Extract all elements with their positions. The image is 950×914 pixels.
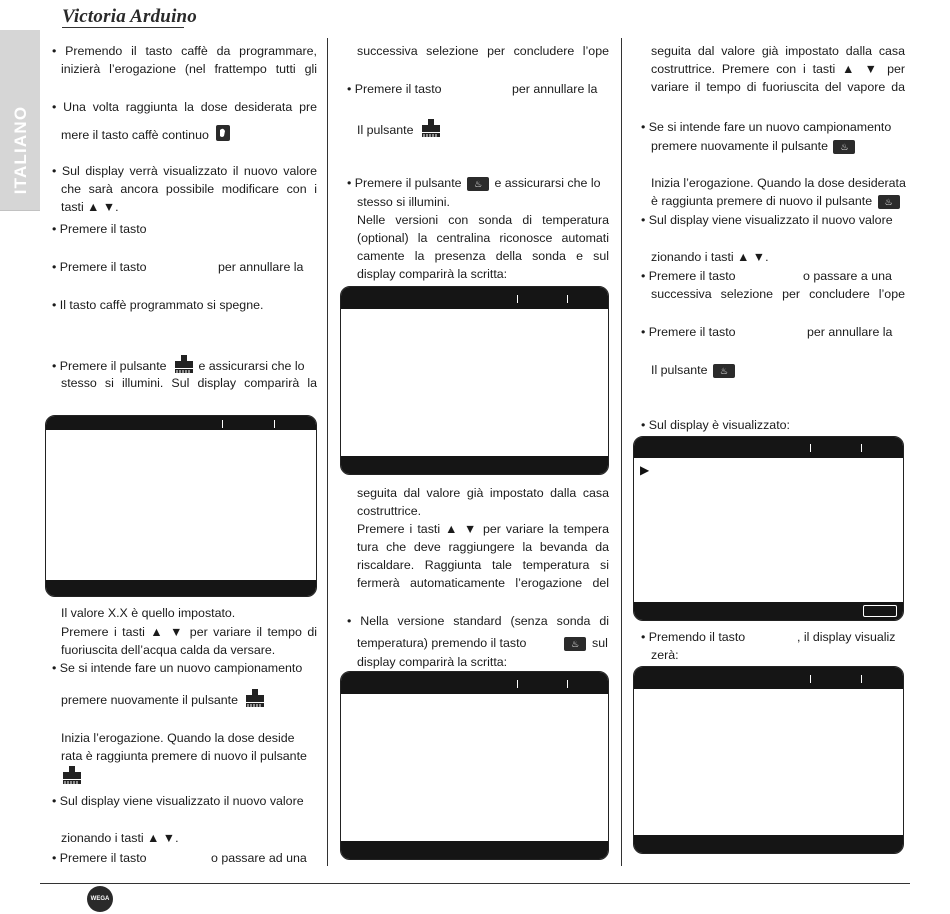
text-line [61, 765, 83, 790]
text-line: • Premere il tasto [641, 325, 736, 339]
text-line: Nelle versioni con sonda di temperatura [357, 213, 609, 227]
text-line [347, 174, 601, 192]
text-span: Il pulsante [357, 122, 414, 137]
text-line: o passare a una [803, 269, 892, 283]
text-line: Premere i tasti ▲ ▼ per variare il tempo di [61, 625, 317, 639]
text-line: display comparirà la scritta: [357, 655, 508, 669]
text-line: • Premere il tasto [52, 851, 147, 865]
text-line: display comparirà la scritta: [357, 267, 508, 281]
text-line: costruttrice. Premere con i tasti ▲ ▼ per [651, 62, 905, 76]
text-line: costruttrice. [357, 504, 422, 518]
text-span: e assicurarsi che lo [494, 176, 601, 190]
text-line: • Sul display viene visualizzato il nuovo valore [52, 794, 304, 808]
text-line: fermerà automaticamente l’erogazione del [357, 576, 609, 590]
display-tick [517, 680, 518, 688]
text-line: sul [592, 636, 608, 650]
text-line: o passare ad una [211, 851, 307, 865]
display-header [634, 437, 903, 458]
column-divider [621, 38, 622, 866]
display-tick [567, 295, 568, 303]
text-line: • Premere il tasto [641, 269, 736, 283]
hot-water-icon [244, 688, 266, 713]
text-line: che sarà ancora possibile modificare con i [61, 182, 317, 196]
steam-icon: ♨ [878, 195, 900, 209]
display-tick [517, 295, 518, 303]
text-line: • Sul display verrà visualizzato il nuovo valore [52, 164, 317, 178]
text-line: • Se si intende fare un nuovo campionamento [641, 120, 892, 134]
text-line: seguita dal valore già impostato dalla casa [651, 44, 905, 58]
text-line [651, 192, 902, 210]
brand-logo: Victoria Arduino [62, 6, 198, 27]
text-span: è raggiunta premere di nuovo il pulsante [651, 194, 873, 208]
coffee-cup-icon [215, 124, 231, 147]
text-span: • Premere il pulsante [347, 176, 462, 190]
text-line: • Una volta raggiunta la dose desiderata pre [52, 100, 317, 114]
hot-water-icon [61, 765, 83, 790]
steam-icon: ♨ [833, 140, 855, 154]
text-line: per annullare la [807, 325, 893, 339]
display-screen [633, 436, 904, 621]
steam-icon: ♨ [467, 177, 489, 191]
display-screen [340, 286, 609, 475]
text-line: Inizia l’erogazione. Quando la dose deside [61, 731, 295, 745]
footer-rule [40, 883, 910, 884]
text-span: e assicurarsi che lo [198, 358, 305, 373]
text-line: • Premendo il tasto caffè da programmare, [52, 44, 317, 58]
steam-icon: ♨ [713, 364, 735, 378]
display-screen [633, 666, 904, 854]
text-line: • Premere il tasto [52, 222, 147, 236]
display-header [46, 416, 316, 430]
text-line: • Premendo il tasto [641, 630, 746, 644]
text-line [651, 137, 857, 155]
text-span: • Premere il pulsante [52, 358, 167, 373]
text-line: zionando i tasti ▲ ▼. [651, 250, 769, 264]
text-line: temperatura) premendo il tasto [357, 636, 527, 650]
text-line: variare il tempo di fuoriuscita del vapore da [651, 80, 905, 94]
text-line: inizierà l’erogazione (nel frattempo tutti gli [61, 62, 317, 76]
text-line: , il display visualiz [797, 630, 896, 644]
text-line: • Premere il tasto [347, 82, 442, 96]
display-tick [274, 420, 275, 428]
display-footer [341, 456, 608, 474]
text-line: tasti ▲ ▼. [61, 200, 119, 214]
text-line: rata è raggiunta premere di nuovo il pulsante [61, 749, 307, 763]
text-line: Premere i tasti ▲ ▼ per variare la tempera [357, 522, 609, 536]
text-line: zionando i tasti ▲ ▼. [61, 831, 179, 845]
steam-icon-inline [562, 634, 588, 652]
text-line [61, 124, 231, 147]
display-softkey [863, 605, 897, 617]
language-tab [0, 30, 40, 211]
display-footer [46, 580, 316, 596]
display-tick [810, 675, 811, 683]
text-line: per annullare la [218, 260, 304, 274]
display-tick [861, 444, 862, 452]
text-line: • Sul display è visualizzato: [641, 418, 790, 432]
text-line: (optional) la centralina riconosce automati [357, 231, 609, 245]
text-line [61, 688, 266, 713]
display-tick [567, 680, 568, 688]
text-line: successiva selezione per concludere l’ope [357, 44, 609, 58]
text-line: per annullare la [512, 82, 598, 96]
text-line [357, 118, 442, 143]
text-line: • Nella versione standard (senza sonda di [347, 614, 609, 628]
display-footer [341, 841, 608, 859]
text-line: • Se si intende fare un nuovo campionamento [52, 661, 303, 675]
display-tick [861, 675, 862, 683]
text-span: premere nuovamente il pulsante [651, 139, 829, 153]
text-line: • Sul display viene visualizzato il nuovo valore [641, 213, 893, 227]
logo-underline [62, 27, 184, 28]
text-line: • Il tasto caffè programmato si spegne. [52, 298, 264, 312]
text-line: stesso si illumini. [357, 195, 450, 209]
display-screen [45, 415, 317, 597]
text-line: fuoriuscita dell’acqua calda da versare. [61, 643, 276, 657]
text-line: riscaldare. Raggiunta tale temperatura si [357, 558, 609, 572]
column-divider [327, 38, 328, 866]
display-tick [222, 420, 223, 428]
text-span: premere nuovamente il pulsante [61, 692, 239, 707]
text-line: zerà: [651, 648, 679, 662]
text-line: seguita dal valore già impostato dalla casa [357, 486, 609, 500]
display-tick [810, 444, 811, 452]
text-span: Il pulsante [651, 363, 708, 377]
text-line: camente la presenza della sonda e sul [357, 249, 609, 263]
language-label: ITALIANO [11, 105, 30, 195]
play-arrow-icon: ▶ [640, 463, 650, 477]
display-screen [340, 671, 609, 860]
text-span: mere il tasto caffè continuo [61, 127, 209, 142]
text-line: • Premere il tasto [52, 260, 147, 274]
text-line: Inizia l’erogazione. Quando la dose desiderata [651, 176, 906, 190]
text-line [651, 361, 737, 379]
text-line: tura che deve raggiungere la bevanda da [357, 540, 609, 554]
text-line: stesso si illumini. Sul display comparirà la [61, 376, 317, 390]
hot-water-icon [420, 118, 442, 143]
display-footer [634, 835, 903, 853]
footer-logo: WEGA [87, 886, 113, 912]
text-line: Il valore X.X è quello impostato. [61, 606, 236, 620]
text-line: successiva selezione per concludere l’ope [651, 287, 905, 301]
steam-icon: ♨ [564, 637, 586, 651]
display-header [634, 667, 903, 689]
